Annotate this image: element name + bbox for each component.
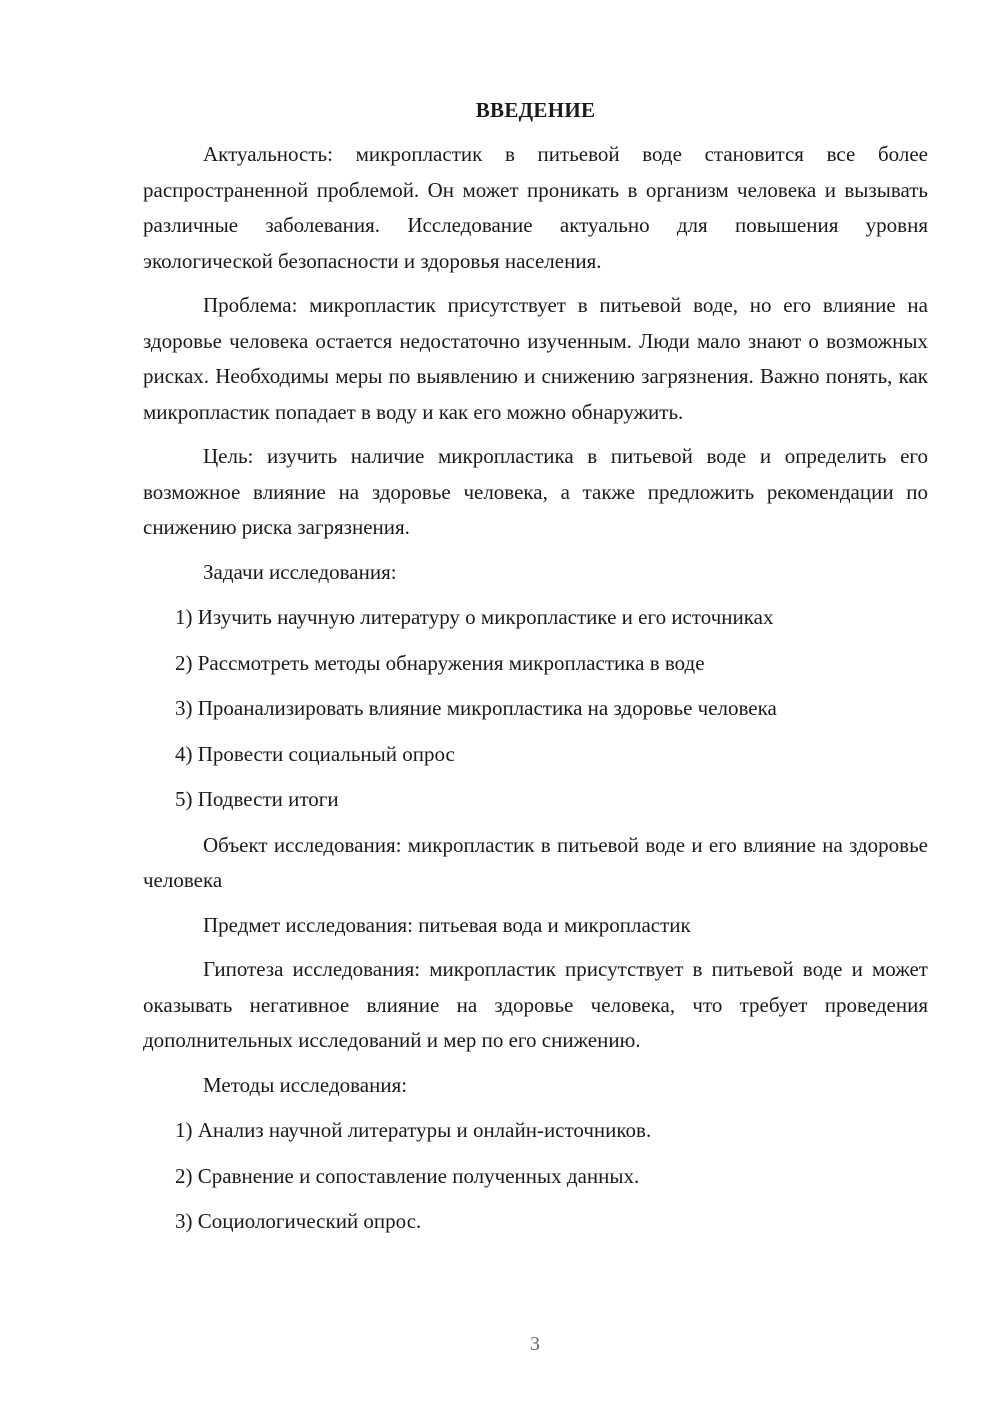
subject-paragraph: Предмет исследования: питьевая вода и микропластик xyxy=(203,912,691,937)
tasks-list xyxy=(143,600,928,818)
methods-list xyxy=(143,1113,928,1240)
section-heading: ВВЕДЕНИЕ xyxy=(475,98,596,122)
page-number: 3 xyxy=(530,1333,540,1355)
object-paragraph: Объект исследования: микропластик в питьевой воде и его влияние на здоровье человека xyxy=(143,832,928,892)
hypothesis-paragraph: Гипотеза исследования: микропластик присутствует в питьевой воде и может оказывать негативное влияние на здоровье человека, что требует проведения дополнительных исследований и мер по его снижению. xyxy=(143,957,928,1052)
methods-label: Методы исследования: xyxy=(203,1072,408,1097)
list-item: 2) Сравнение и сопоставление полученных данных. xyxy=(175,1163,640,1188)
problem-paragraph: Проблема: микропластик присутствует в питьевой воде, но его влияние на здоровье человека остается недостаточно изученным. Люди мало знают о возможных рисках. Необходимы меры по выявлению и снижению загрязнения. Важно понять, как микропластик попадает в воду и как его можно обнаружить. xyxy=(143,293,928,424)
tasks-label: Задачи исследования: xyxy=(203,559,397,584)
page-content xyxy=(143,95,928,1250)
list-item: 3) Социологический опрос. xyxy=(175,1209,422,1233)
list-item: 2) Рассмотреть методы обнаружения микропластика в воде xyxy=(175,650,705,675)
list-item: 4) Провести социальный опрос xyxy=(175,741,455,766)
goal-paragraph: Цель: изучить наличие микропластика в питьевой воде и определить его возможное влияние на здоровье человека, а также предложить рекомендации по снижению риска загрязнения. xyxy=(143,444,928,539)
relevance-paragraph: Актуальность: микропластик в питьевой воде становится все более распространенной проблемой. Он может проникать в организм человека и вызывать различные заболевания. Исследование актуально для повышения уровня экологической безопасности и здоровья населения. xyxy=(143,142,928,273)
list-item: 5) Подвести итоги xyxy=(175,787,339,811)
list-item: 1) Изучить научную литературу о микропластике и его источниках xyxy=(175,605,774,629)
list-item: 1) Анализ научной литературы и онлайн-источников. xyxy=(175,1118,652,1142)
list-item: 3) Проанализировать влияние микропластика на здоровье человека xyxy=(175,696,777,720)
